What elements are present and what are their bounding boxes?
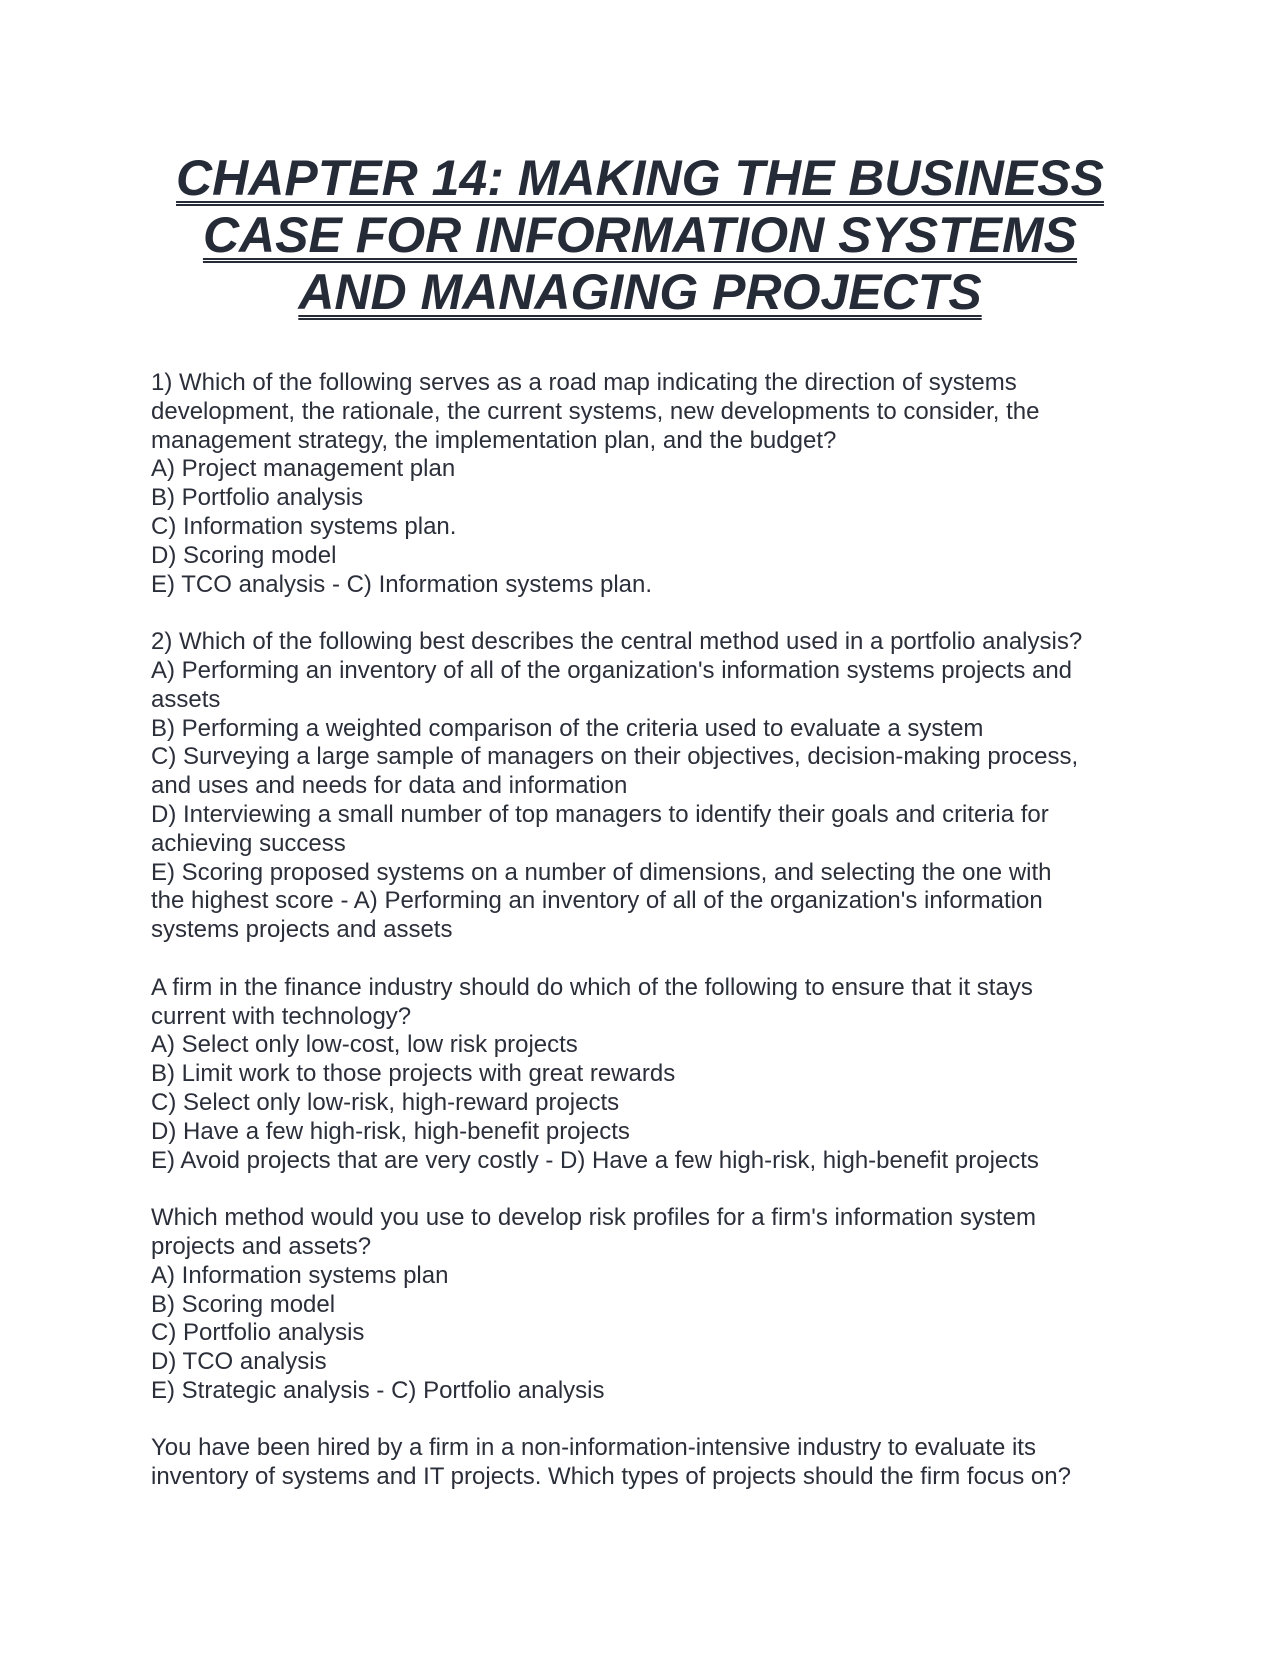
answer-option: D) Interviewing a small number of top managers to identify their goals and criteria for <box>151 800 1049 828</box>
chapter-title-line: CHAPTER 14: MAKING THE BUSINESS <box>176 150 1104 206</box>
answer-option-with-key: systems projects and assets <box>151 916 453 944</box>
answer-option: D) Have a few high-risk, high-benefit projects <box>151 1117 630 1145</box>
answer-option: C) Surveying a large sample of managers on their objectives, decision-making process, <box>151 743 1079 771</box>
question-block <box>151 1434 1141 1492</box>
answer-option: E) Scoring proposed systems on a number of dimensions, and selecting the one with <box>151 858 1052 886</box>
answer-option-with-key: E) Strategic analysis - C) Portfolio analysis <box>151 1376 605 1404</box>
question-block <box>151 369 1141 599</box>
answer-option: C) Portfolio analysis <box>151 1319 365 1347</box>
question-list <box>151 369 1141 1521</box>
question-text-line: current with technology? <box>151 1002 412 1030</box>
answer-option-with-key: E) TCO analysis - C) Information systems plan. <box>151 570 653 598</box>
answer-option: A) Performing an inventory of all of the organization's information systems projects and <box>151 656 1073 684</box>
question-text-line: projects and assets? <box>151 1232 372 1260</box>
answer-option: D) Scoring model <box>151 541 337 569</box>
answer-option-with-key: E) Avoid projects that are very costly - D) Have a few high-risk, high-benefit projects <box>151 1146 1039 1174</box>
answer-option: A) Information systems plan <box>151 1261 449 1289</box>
question-text-line: You have been hired by a firm in a non-information-intensive industry to evaluate its <box>151 1434 1036 1462</box>
answer-option: A) Select only low-cost, low risk projects <box>151 1031 578 1059</box>
chapter-title <box>150 150 1130 321</box>
answer-option: and uses and needs for data and information <box>151 772 628 800</box>
question-text-line: inventory of systems and IT projects. Which types of projects should the firm focus on? <box>151 1463 1071 1491</box>
answer-option: C) Select only low-risk, high-reward projects <box>151 1088 620 1116</box>
question-text-line: management strategy, the implementation plan, and the budget? <box>151 426 837 454</box>
answer-option: B) Portfolio analysis <box>151 484 364 512</box>
answer-option-with-key: the highest score - A) Performing an inventory of all of the organization's information <box>151 887 1043 915</box>
answer-option: A) Project management plan <box>151 455 456 483</box>
answer-option: achieving success <box>151 829 346 857</box>
question-block <box>151 1204 1141 1406</box>
answer-option: assets <box>151 685 221 713</box>
answer-option: B) Performing a weighted comparison of the criteria used to evaluate a system <box>151 714 984 742</box>
question-block <box>151 974 1141 1176</box>
question-text-line: development, the rationale, the current systems, new developments to consider, the <box>151 397 1040 425</box>
answer-option: B) Scoring model <box>151 1290 336 1318</box>
chapter-title-line: CASE FOR INFORMATION SYSTEMS <box>202 207 1078 263</box>
chapter-title-line: AND MANAGING PROJECTS <box>298 264 982 320</box>
question-text-line: 2) Which of the following best describes the central method used in a portfolio analysis? <box>151 628 1083 656</box>
answer-option: B) Limit work to those projects with great rewards <box>151 1060 676 1088</box>
answer-option: D) TCO analysis <box>151 1348 327 1376</box>
question-block <box>151 628 1141 945</box>
question-text-line: 1) Which of the following serves as a road map indicating the direction of systems <box>151 369 1017 396</box>
question-text-line: A firm in the finance industry should do which of the following to ensure that it stays <box>151 973 1033 1001</box>
answer-option: C) Information systems plan. <box>151 512 457 540</box>
question-text-line: Which method would you use to develop risk profiles for a firm's information system <box>151 1204 1036 1232</box>
